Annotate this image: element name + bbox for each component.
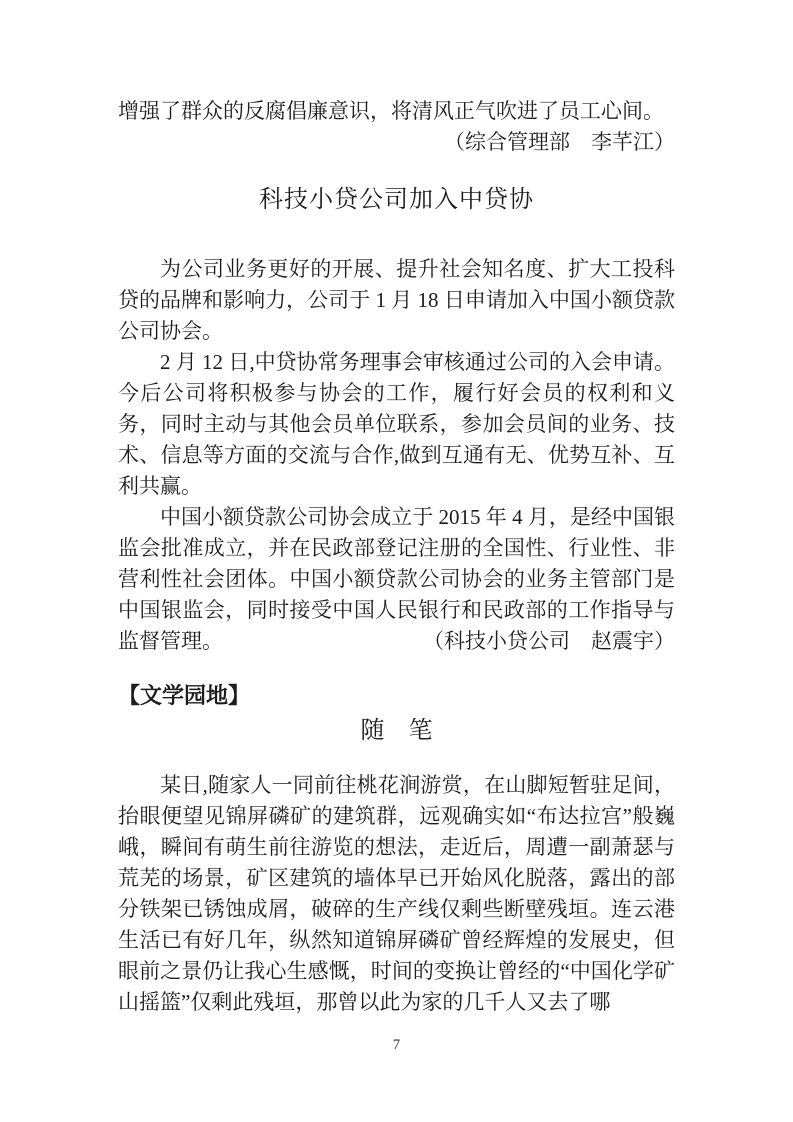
article-title: 科技小贷公司加入中贷协 (259, 186, 534, 213)
literary-section-label: 【文学园地】 (118, 683, 251, 708)
essay-title: 随 笔 (360, 717, 433, 744)
page-content (118, 96, 675, 1018)
article-byline: （科技小贷公司 赵震宇） (423, 629, 675, 653)
article-paragraph-2: 2 月 12 日,中贷协常务理事会审核通过公司的入会申请。今后公司将积极参与协会的工作，履行好会员的权利和义务，同时主动与其他会员单位联系，参加会员间的业务、技术、信息等方面的交流与合作,做到互通有无、优势互补、互利共赢。 (118, 350, 675, 498)
essay-paragraph: 某日,随家人一同前往桃花涧游赏，在山脚短暂驻足间，抬眼便望见锦屏磷矿的建筑群，远观确实如“布达拉宫”般巍峨，瞬间有萌生前往游览的想法，走近后，周遭一副萧瑟与荒芜的场景，矿区建筑的墙体早已开始风化脱落，露出的部分铁架已锈蚀成屑，破碎的生产线仅剩些断壁残垣。连云港生活已有好几年，纵然知道锦屏磷矿曾经辉煌的发展史，但眼前之景仍让我心生感慨，时间的变换让曾经的“中国化学矿山摇篮”仅剩此残垣，那曾以此为家的几千人又去了哪 (118, 773, 675, 1014)
article-paragraph-3: 中国小额贷款公司协会成立于 2015 年 4 月，是经中国银监会批准成立，并在民政部登记注册的全国性、行业性、非营利性社会团体。中国小额贷款公司协会的业务主管部门是中国银监会，同时接受中国人民银行和民政部的工作指导与监督管理。 (118, 505, 675, 653)
article-paragraph-1: 为公司业务更好的开展、提升社会知名度、扩大工投科贷的品牌和影响力，公司于 1 月 18 日申请加入中国小额贷款公司协会。 (118, 257, 675, 343)
carryover-paragraph-last-line: 增强了群众的反腐倡廉意识，将清风正气吹进了员工心间。 (118, 99, 664, 123)
carryover-byline: （综合管理部 李芊江） (444, 130, 675, 154)
page-number: 7 (392, 1037, 401, 1053)
